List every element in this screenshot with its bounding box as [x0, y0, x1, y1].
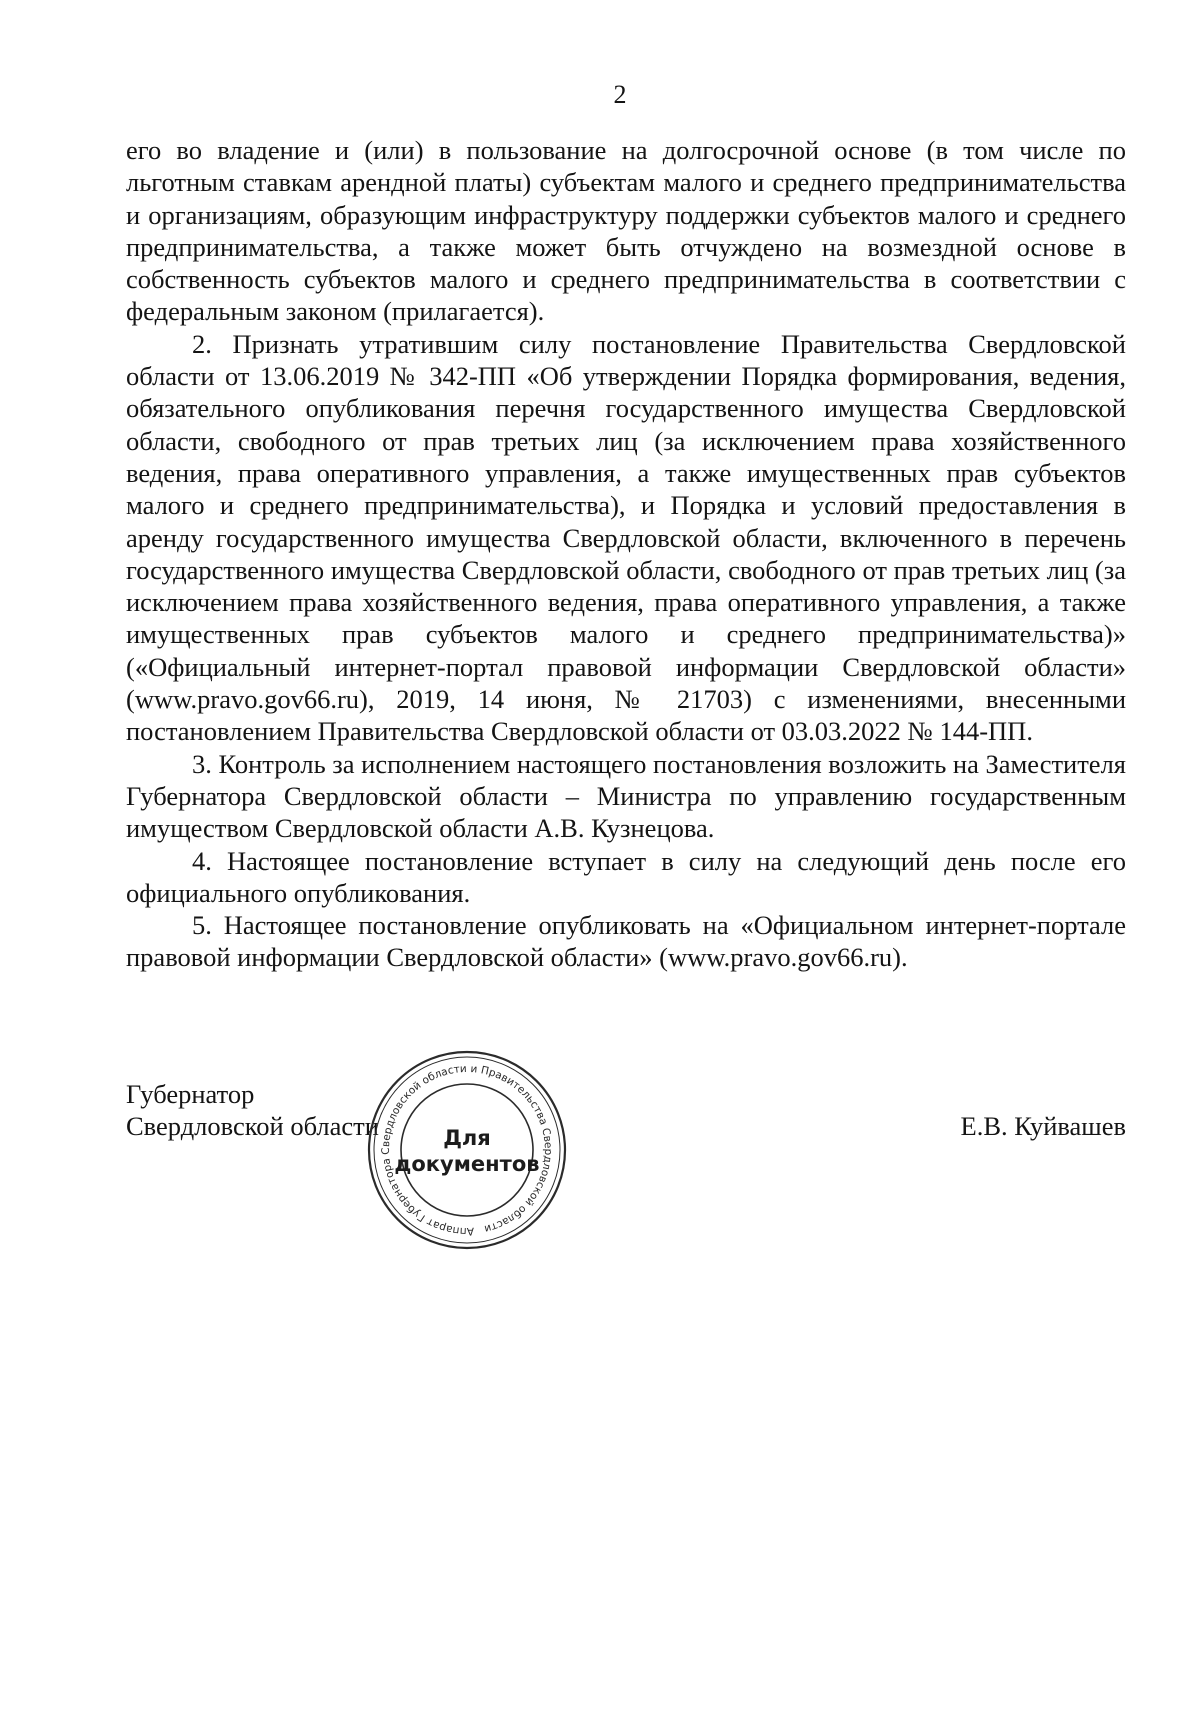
- paragraph-continuation: его во владение и (или) в пользование на долгосрочной основе (в том числе по льготным ставкам арендной платы) субъектам малого и среднего предпринимательства и организациям, образующим инфраструктуру поддержки субъектов малого и среднего предпринимательства, а также может быть отчуждено на возмездной основе в собственность субъектов малого и среднего предпринимательства в соответствии с федеральным законом (прилагается).: [126, 135, 1126, 327]
- paragraph-item-5: 5. Настоящее постановление опубликовать на «Официальном интернет-портале правовой информации Свердловской области» (www.pravo.gov66.ru).: [126, 910, 1126, 973]
- paragraph-item-3: 3. Контроль за исполнением настоящего постановления возложить на Заместителя Губернатора Свердловской области – Министра по управлению государственным имуществом Свердловской области А.В. Кузнецова.: [126, 748, 1126, 844]
- stamp-center-line-2: документов: [394, 1152, 540, 1176]
- paragraph-item-4: 4. Настоящее постановление вступает в силу на следующий день после его официального опубликования.: [126, 845, 1126, 908]
- signature-block: [126, 1078, 1126, 1158]
- paragraph-item-2: 2. Признать утратившим силу постановление Правительства Свердловской области от 13.06.2019 № 342-ПП «Об утверждении Порядка формирования, ведения, обязательного опубликования перечня государственного имущества Свердловской области, свободного от прав третьих лиц (за исключением права хозяйственного ведения, права оперативного управления, а также имущественных прав субъектов малого и среднего предпринимательства), и Порядка и условий предоставления в аренду государственного имущества Свердловской области, включенного в перечень государственного имущества Свердловской области, свободного от прав третьих лиц (за исключением права хозяйственного ведения, права оперативного управления, а также имущественных прав субъектов малого и среднего предпринимательства)» («Официальный интернет-портал правовой информации Свердловской области» (www.pravo.gov66.ru), 2019, 14 июня, № 21703) с изменениями, внесенными постановлением Правительства Свердловской области от 03.03.2022 № 144-ПП.: [126, 328, 1126, 747]
- stamp-center-line-1: Для: [443, 1126, 491, 1150]
- official-stamp: [362, 1045, 572, 1255]
- signer-name: Е.В. Куйвашев: [960, 1111, 1126, 1141]
- document-body: [126, 134, 1126, 974]
- stamp-seal-graphic: [362, 1045, 572, 1255]
- stamp-ring-textpath: Аппарат Губернатора Свердловской области и Правительства Свердловской области: [379, 1062, 555, 1238]
- signer-title-line-1: Губернатор: [126, 1079, 255, 1109]
- signer-title: [126, 1078, 379, 1142]
- page-number: 2: [613, 80, 627, 109]
- signer-title-line-2: Свердловской области: [126, 1111, 379, 1141]
